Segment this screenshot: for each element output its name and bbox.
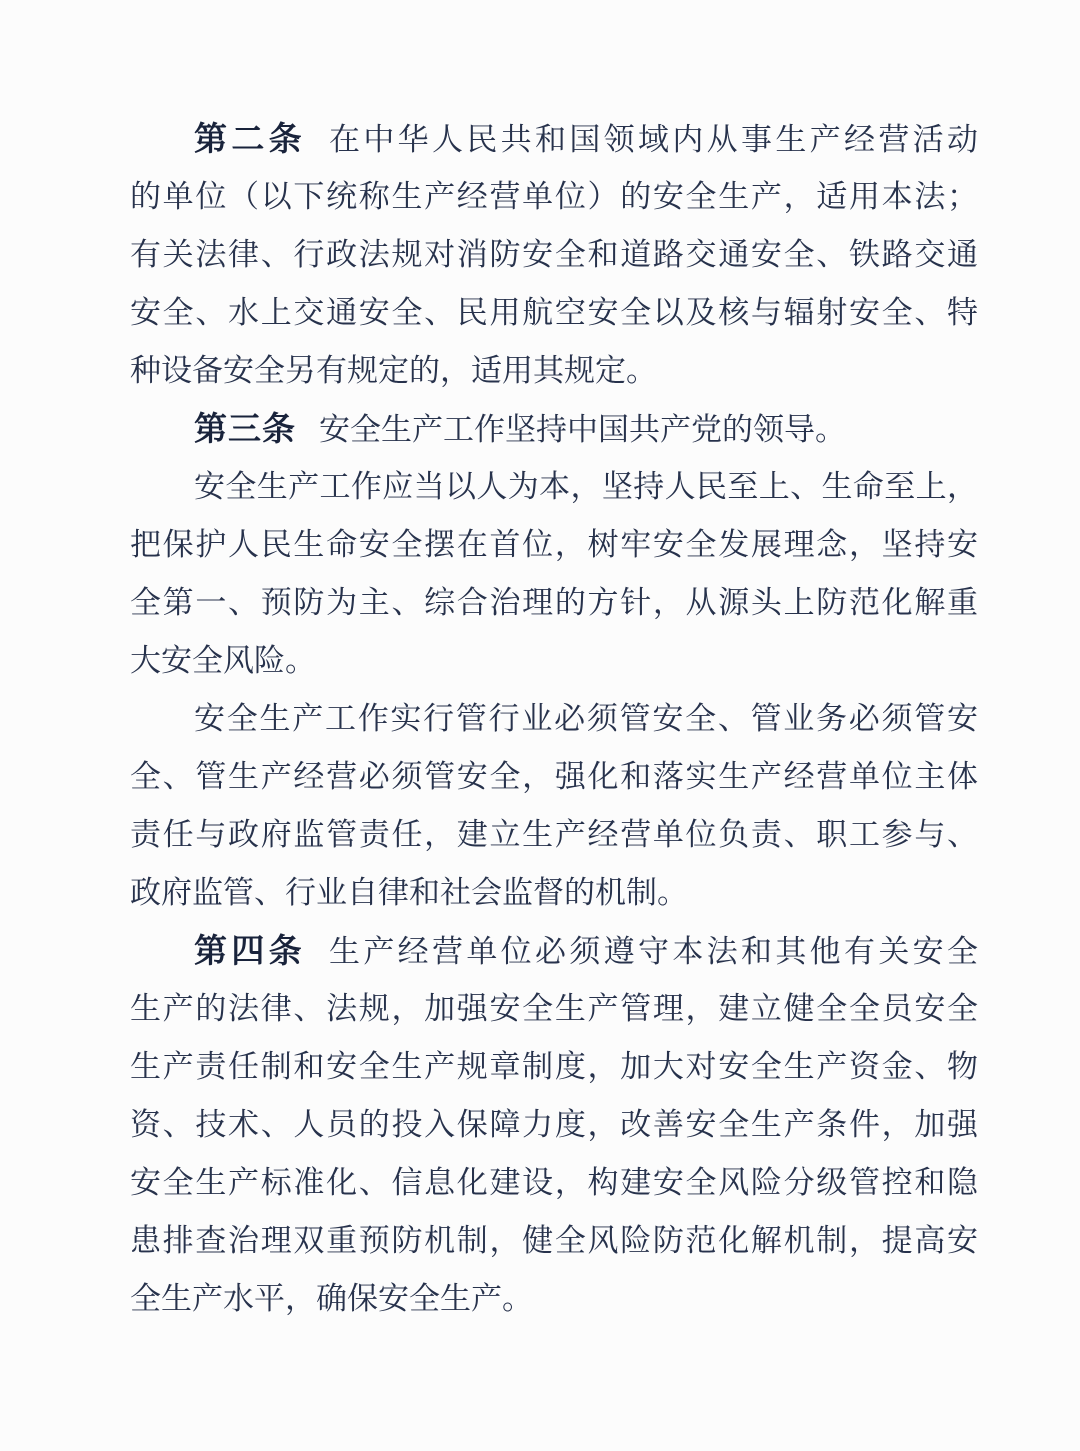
text-line (130, 1212, 978, 1270)
line-text: 把保护人民生命安全摆在首位，树牢安全发展理念，坚持安 (130, 527, 978, 562)
text-line (130, 748, 978, 806)
text-line (130, 806, 978, 864)
text-line (130, 1096, 978, 1154)
article-number-label: 第二条 (194, 120, 306, 157)
line-text: 资、技术、人员的投入保障力度，改善安全生产条件，加强 (130, 1107, 978, 1142)
text-line (130, 516, 978, 574)
line-text: 安全生产工作坚持中国共产党的领导。 (319, 412, 846, 447)
line-text: 全第一、预防为主、综合治理的方针，从源头上防范化解重 (130, 585, 978, 620)
text-line (130, 1270, 978, 1328)
line-text: 安全、水上交通安全、民用航空安全以及核与辐射安全、特 (130, 295, 978, 330)
text-line (130, 458, 978, 516)
line-text: 全、管生产经营必须管安全，强化和落实生产经营单位主体 (130, 759, 978, 794)
line-text: 在中华人民共和国领域内从事生产经营活动 (329, 122, 978, 157)
text-line (130, 864, 978, 922)
text-line (130, 922, 978, 980)
line-text: 责任与政府监管责任，建立生产经营单位负责、职工参与、 (130, 817, 978, 852)
text-line (130, 1154, 978, 1212)
line-text: 生产的法律、法规，加强安全生产管理，建立健全全员安全 (130, 991, 978, 1026)
line-text: 患排查治理双重预防机制，健全风险防范化解机制，提高安 (130, 1223, 978, 1258)
article-number-label: 第四条 (194, 932, 306, 969)
text-line (130, 980, 978, 1038)
line-text: 全生产水平，确保安全生产。 (130, 1281, 533, 1316)
text-line (130, 1038, 978, 1096)
text-line (130, 284, 978, 342)
text-line (130, 342, 978, 400)
text-line (130, 574, 978, 632)
text-line (130, 110, 978, 168)
text-line (130, 226, 978, 284)
line-text: 种设备安全另有规定的，适用其规定。 (130, 353, 657, 388)
line-text: 安全生产工作应当以人为本，坚持人民至上、生命至上， (194, 469, 978, 504)
line-text: 生产经营单位必须遵守本法和其他有关安全 (329, 934, 978, 969)
line-text: 大安全风险。 (130, 643, 316, 678)
law-text-block (130, 110, 978, 1328)
text-line (130, 632, 978, 690)
line-text: 的单位（以下统称生产经营单位）的安全生产，适用本法； (130, 179, 978, 214)
text-line (130, 690, 978, 748)
article-number-label: 第三条 (194, 410, 296, 447)
line-text: 安全生产工作实行管行业必须管安全、管业务必须管安 (194, 701, 978, 736)
line-text: 生产责任制和安全生产规章制度，加大对安全生产资金、物 (130, 1049, 978, 1084)
line-text: 安全生产标准化、信息化建设，构建安全风险分级管控和隐 (130, 1165, 978, 1200)
text-line (130, 168, 978, 226)
line-text: 有关法律、行政法规对消防安全和道路交通安全、铁路交通 (130, 237, 978, 272)
line-text: 政府监管、行业自律和社会监督的机制。 (130, 875, 688, 910)
text-line (130, 400, 978, 458)
